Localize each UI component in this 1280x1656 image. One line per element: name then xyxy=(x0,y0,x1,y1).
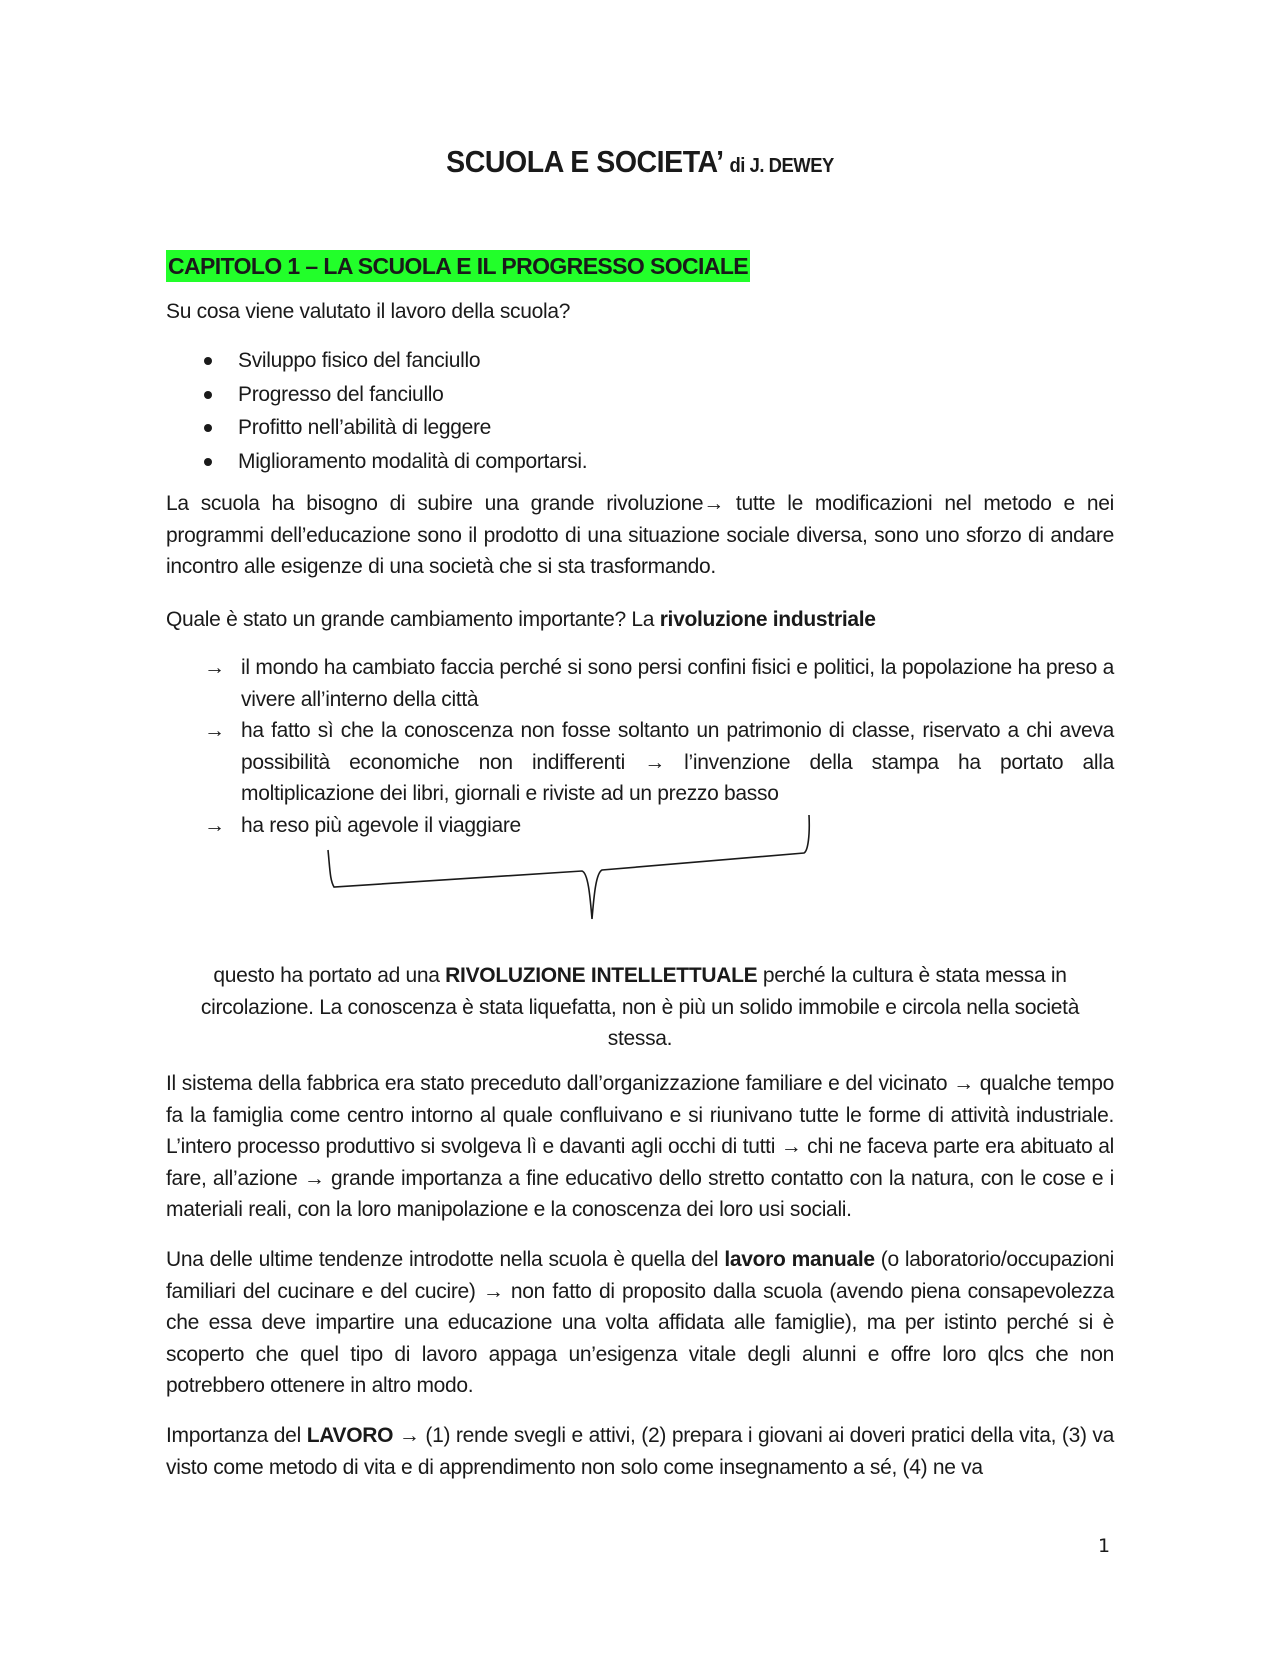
bullet-item xyxy=(166,445,1114,479)
document-title xyxy=(51,144,1229,180)
arrow-icon: → xyxy=(204,813,225,837)
arrow-icon: → xyxy=(204,656,225,679)
paragraph-industrial xyxy=(166,604,1114,636)
paragraph-work-text-before: Importanza del xyxy=(166,1424,307,1447)
paragraph-work-importance xyxy=(166,1420,1114,1483)
conclusion-bold: RIVOLUZIONE INTELLETTUALE xyxy=(445,964,758,987)
bullet-text: Progresso del fanciullo xyxy=(238,382,444,406)
paragraph-manual-bold: lavoro manuale xyxy=(724,1248,875,1271)
paragraph-revolution xyxy=(166,488,1114,583)
paragraph-manual-text-after: (o laboratorio/occupazioni familiari del cucinare e del cucire) → non fatto di proposito dalla scuola (avendo piena consapevolezza che essa deve impartire una educazione una volta affidata alle famiglie), ma per istinto perché si è scoperto che quel tipo di lavoro appaga un’esigenza vitale degli alunni e offre loro qlcs che non potrebbero ottenere in altro modo. xyxy=(166,1248,1115,1397)
arrow-list xyxy=(166,652,1114,841)
question-paragraph xyxy=(166,296,1114,328)
arrow-item-text: ha fatto sì che la conoscenza non fosse soltanto un patrimonio di classe, riservato a chi aveva possibilità economiche non indifferenti → l’invenzione della stampa ha portato alla moltiplicazione dei libri, giornali e riviste ad un prezzo basso xyxy=(241,719,1114,805)
bullet-item xyxy=(166,378,1114,412)
bullet-dot-icon xyxy=(204,424,212,432)
title-author: di J. DEWEY xyxy=(729,155,834,177)
paragraph-industrial-bold: rivoluzione industriale xyxy=(659,608,876,631)
arrow-item-text: ha reso più agevole il viaggiare xyxy=(241,813,521,837)
question-text: Su cosa viene valutato il lavoro della scuola? xyxy=(166,300,571,323)
curly-brace-icon xyxy=(320,815,820,935)
bullet-text: Miglioramento modalità di comportarsi. xyxy=(238,449,588,473)
paragraph-revolution-text: La scuola ha bisogno di subire una grande rivoluzione→ tutte le modificazioni nel metodo e nei programmi dell’educazione sono il prodotto di una situazione sociale diversa, sono uno sforzo di andare incontro alle esigenze di una società che si sta trasformando. xyxy=(166,492,1114,578)
arrow-icon: → xyxy=(204,719,225,742)
paragraph-industrial-text: Quale è stato un grande cambiamento importante? La xyxy=(166,608,660,631)
bullet-item xyxy=(166,411,1114,445)
paragraph-manual-work xyxy=(166,1244,1114,1402)
paragraph-manual-text-before: Una delle ultime tendenze introdotte nella scuola è quella del xyxy=(166,1248,725,1271)
chapter-heading: CAPITOLO 1 – LA SCUOLA E IL PROGRESSO SOCIALE xyxy=(166,250,750,282)
arrow-item xyxy=(166,652,1114,715)
paragraph-work-text-after: → (1) rende svegli e attivi, (2) prepara i giovani ai doveri pratici della vita, (3) va visto come metodo di vita e di apprendimento non solo come insegnamento a sé, (4) ne va xyxy=(166,1424,1114,1479)
bullet-dot-icon xyxy=(204,357,212,365)
title-main: SCUOLA E SOCIETA’ xyxy=(446,144,723,179)
bullet-dot-icon xyxy=(204,458,212,466)
conclusion-text-after: perché la cultura è stata messa in circolazione. La conoscenza è stata liquefatta, non è più un solido immobile e circola nella società stessa. xyxy=(200,964,1080,1050)
bullet-list-container xyxy=(166,344,1114,478)
arrow-list-container xyxy=(166,652,1114,841)
conclusion-paragraph xyxy=(180,960,1100,1055)
arrow-item-text: il mondo ha cambiato faccia perché si sono persi confini fisici e politici, la popolazione ha preso a vivere all’interno della città xyxy=(241,656,1114,711)
paragraph-factory-text: Il sistema della fabbrica era stato preceduto dall’organizzazione familiare e del vicinato → qualche tempo fa la famiglia come centro intorno al quale confluivano e si riunivano tutte le forme di attività industriale. L’intero processo produttivo si svolgeva lì e davanti agli occhi di tutti → chi ne faceva parte era abituato al fare, all’azione → grande importanza a fine educativo dello stretto contatto con la natura, con le cose e i materiali reali, con la loro manipolazione e la conoscenza dei loro usi sociali. xyxy=(166,1072,1114,1221)
bullet-dot-icon xyxy=(204,391,212,399)
bullet-text: Sviluppo fisico del fanciullo xyxy=(238,349,481,372)
bullet-list xyxy=(166,344,1114,478)
paragraph-work-bold: LAVORO xyxy=(306,1424,394,1447)
page-number: 1 xyxy=(1098,1535,1111,1557)
arrow-item xyxy=(166,715,1114,810)
paragraph-factory xyxy=(166,1068,1114,1226)
bullet-text: Profitto nell’abilità di leggere xyxy=(238,416,492,439)
conclusion-text-before: questo ha portato ad una xyxy=(213,964,446,987)
bullet-item xyxy=(166,344,1114,378)
